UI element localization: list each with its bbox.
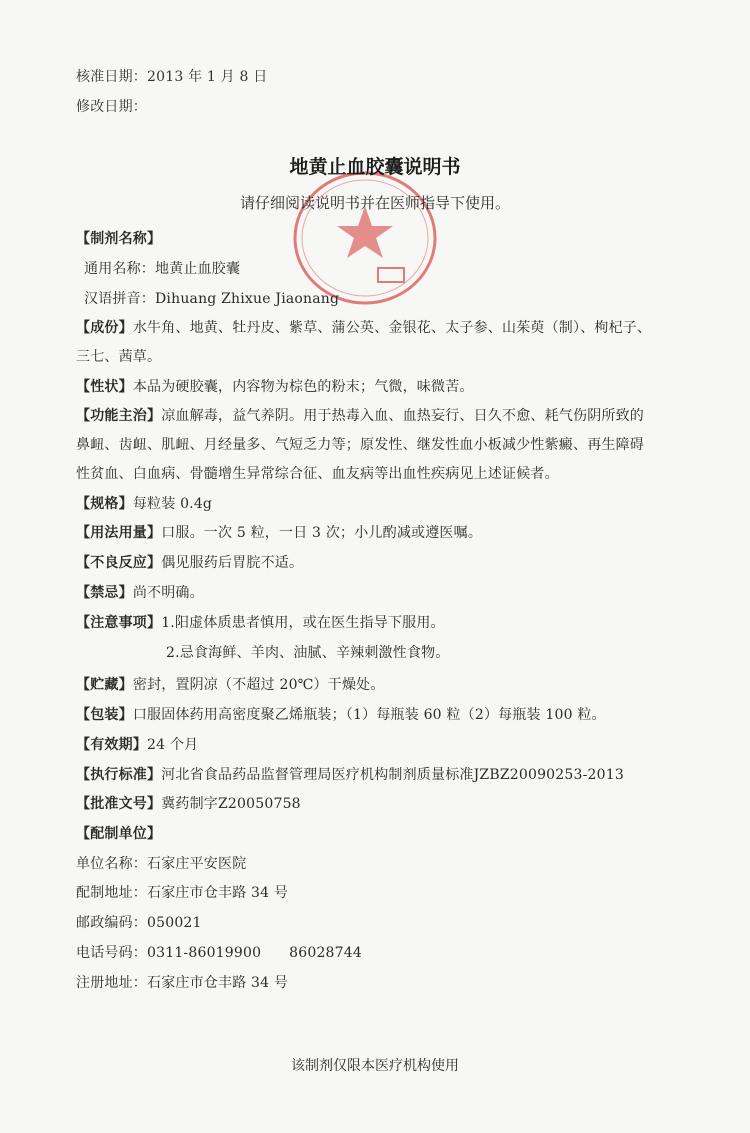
footer-note: 该制剂仅限本医疗机构使用 xyxy=(291,1058,459,1074)
pinyin-name: 汉语拼音：Dihuang Zhixue Jiaonang xyxy=(84,291,340,307)
maker-section-label: 【配制单位】 xyxy=(76,826,162,842)
ingredients-cont: 三七、茜草。 xyxy=(76,349,162,365)
function-row: 【功能主治】凉血解毒，益气养阴。用于热毒入血、血热妄行、日久不愈、耗气伤阴所致的 xyxy=(76,408,645,424)
usage-notice: 请仔细阅读说明书并在医师指导下使用。 xyxy=(239,194,510,212)
function-cont-1: 鼻衄、齿衄、肌衄、月经量多、气短乏力等；原发性、继发性血小板减少性紫癜、再生障碍 xyxy=(76,437,644,453)
approval-number-row: 【批准文号】冀药制字Z20050758 xyxy=(76,796,301,812)
revision-date: 修改日期： xyxy=(76,99,147,115)
ingredients-row: 【成份】水牛角、地黄、牡丹皮、紫草、蒲公英、金银花、太子参、山茱萸（制）、枸杞子、 xyxy=(76,320,652,336)
function-cont-2: 性贫血、白血病、骨髓增生异常综合征、血友病等出血性疾病见上述证候者。 xyxy=(76,466,559,482)
appearance-row: 【性状】本品为硬胶囊，内容物为棕色的粉末；气微，味微苦。 xyxy=(76,379,474,395)
unit-name: 单位名称：石家庄平安医院 xyxy=(76,856,247,872)
phone-number: 电话号码：0311-86019900 86028744 xyxy=(76,945,362,961)
document-title: 地黄止血胶囊说明书 xyxy=(289,156,461,178)
storage-row: 【贮藏】密封，置阴凉（不超过 20℃）干燥处。 xyxy=(76,677,385,693)
caution-row: 【注意事项】1.阳虚体质患者慎用，或在医生指导下服用。 xyxy=(76,615,445,631)
generic-name: 通用名称：地黄止血胶囊 xyxy=(84,261,241,277)
package-row: 【包装】口服固体药用高密度聚乙烯瓶装；（1）每瓶装 60 粒（2）每瓶装 100 粒。 xyxy=(76,707,606,723)
name-section-label: 【制剂名称】 xyxy=(76,231,162,247)
registered-address: 注册地址：石家庄市仓丰路 34 号 xyxy=(76,975,289,991)
seal-stamp-icon xyxy=(290,168,440,308)
maker-address: 配制地址：石家庄市仓丰路 34 号 xyxy=(76,885,289,901)
usage-row: 【用法用量】口服。一次 5 粒，一日 3 次；小儿酌减或遵医嘱。 xyxy=(76,525,483,541)
validity-row: 【有效期】24 个月 xyxy=(76,737,199,753)
approval-date: 核准日期：2013 年 1 月 8 日 xyxy=(76,69,268,85)
standard-row: 【执行标准】河北省食品药品监督管理局医疗机构制剂质量标准JZBZ20090253-2013 xyxy=(76,767,624,783)
caution-row-2: 2.忌食海鲜、羊肉、油腻、辛辣刺激性食物。 xyxy=(166,645,450,661)
contra-row: 【禁忌】尚不明确。 xyxy=(76,585,204,601)
spec-row: 【规格】每粒装 0.4g xyxy=(76,496,213,512)
adverse-row: 【不良反应】偶见服药后胃脘不适。 xyxy=(76,555,304,571)
postcode: 邮政编码：050021 xyxy=(76,915,202,931)
